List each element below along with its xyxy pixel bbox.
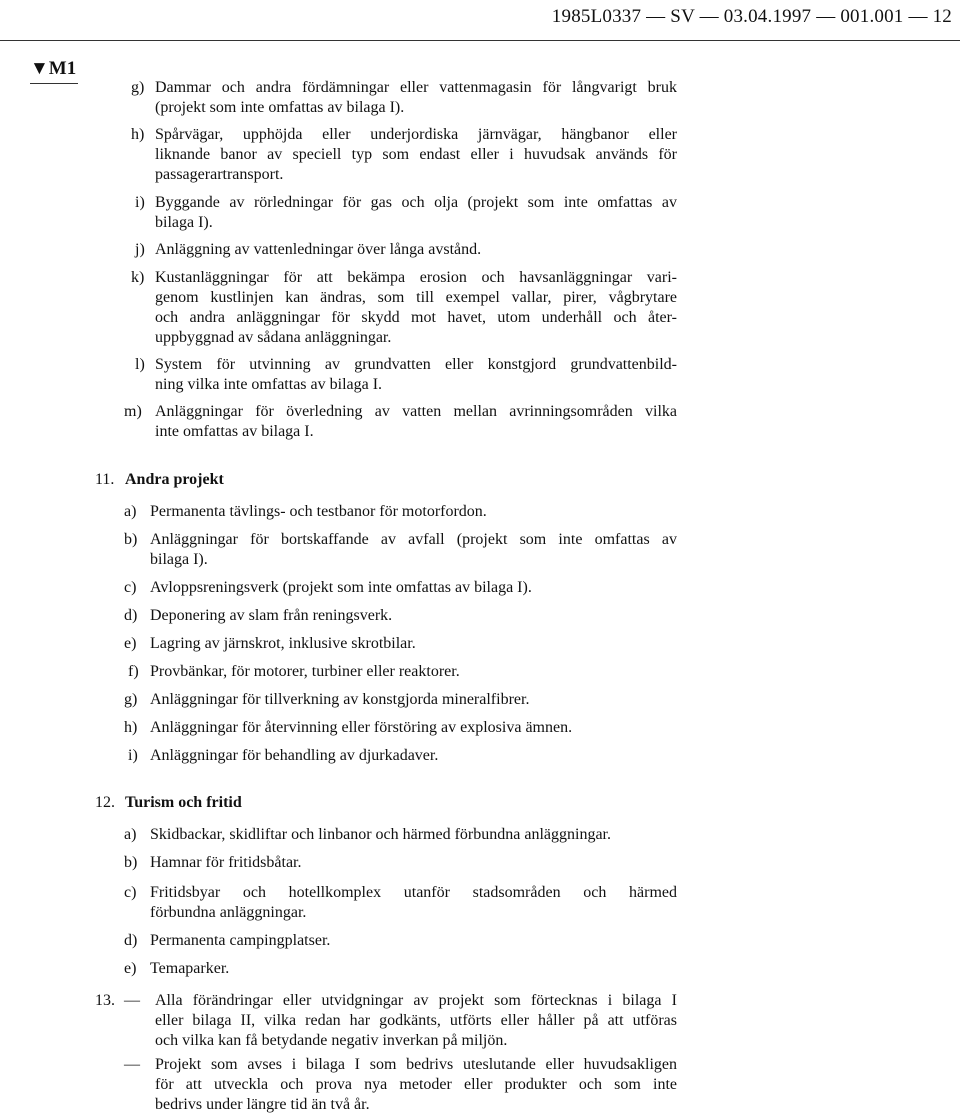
item-label: b) xyxy=(124,854,138,871)
item-text-line: Anläggning av vattenledningar över långa avstånd. xyxy=(155,241,482,258)
item-text-line: Hamnar för fritidsbåtar. xyxy=(150,854,302,871)
item-text-line: och andra anläggningar för skydd mot havet, utom underhåll och åter- xyxy=(155,309,677,326)
item-text-line: bilaga I). xyxy=(150,551,208,568)
marker-underline xyxy=(30,83,78,84)
item-label: l) xyxy=(135,356,145,373)
section-heading: Turism och fritid xyxy=(125,794,242,811)
item-label: h) xyxy=(131,126,145,143)
item-label: i) xyxy=(135,194,145,211)
item-text-line: bedrivs under längre tid än två år. xyxy=(155,1096,370,1113)
item-text-line: Temaparker. xyxy=(150,960,230,977)
item-label: g) xyxy=(124,691,138,708)
item-text-line: Anläggningar för behandling av djurkadaver. xyxy=(150,747,439,764)
section-number: 13. xyxy=(95,992,115,1009)
item-text-line: Lagring av järnskrot, inklusive skrotbilar. xyxy=(150,635,416,652)
item-text-line: Anläggningar för bortskaffande av avfall (projekt som inte omfattas av xyxy=(150,531,677,548)
item-text-line: Permanenta campingplatser. xyxy=(150,932,331,949)
header-rule xyxy=(0,40,960,41)
item-label: d) xyxy=(124,932,138,949)
item-text-line: Anläggningar för överledning av vatten mellan avrinningsområden vilka xyxy=(155,403,677,420)
em-dash: — xyxy=(124,1056,140,1073)
item-text-line: inte omfattas av bilaga I. xyxy=(155,423,314,440)
item-text-line: Byggande av rörledningar för gas och olja (projekt som inte omfattas av xyxy=(155,194,677,211)
item-label: h) xyxy=(124,719,138,736)
item-text-line: Deponering av slam från reningsverk. xyxy=(150,607,393,624)
item-text-line: och vilka kan få betydande negativ inverkan på miljön. xyxy=(155,1032,508,1049)
item-text-line: System för utvinning av grundvatten eller konstgjord grundvattenbild- xyxy=(155,356,677,373)
item-label: j) xyxy=(135,241,145,258)
item-text-line: Projekt som avses i bilaga I som bedrivs uteslutande eller huvudsakligen xyxy=(155,1056,677,1073)
item-text-line: liknande banor av speciell typ som endast eller i huvudsak används för xyxy=(155,146,677,163)
item-label: i) xyxy=(128,747,138,764)
item-text-line: förbundna anläggningar. xyxy=(150,904,307,921)
em-dash: — xyxy=(124,992,140,1009)
item-label: m) xyxy=(124,403,142,420)
item-label: e) xyxy=(124,635,137,652)
item-text-line: Spårvägar, upphöjda eller underjordiska järnvägar, hängbanor eller xyxy=(155,126,677,143)
item-text-line: ning vilka inte omfattas av bilaga I. xyxy=(155,376,383,393)
item-label: f) xyxy=(128,663,139,680)
item-text-line: eller bilaga II, vilka redan har godkänts, utförts eller håller på att utföras xyxy=(155,1012,677,1029)
item-text-line: Fritidsbyar och hotellkomplex utanför stadsområden och härmed xyxy=(150,884,677,901)
item-text-line: Anläggningar för återvinning eller förstöring av explosiva ämnen. xyxy=(150,719,573,736)
item-text-line: Permanenta tävlings- och testbanor för motorfordon. xyxy=(150,503,487,520)
amendment-marker: ▼M1 xyxy=(30,58,77,79)
item-text-line: uppbyggnad av sådana anläggningar. xyxy=(155,329,392,346)
section-heading: Andra projekt xyxy=(125,471,224,488)
item-label: c) xyxy=(124,579,137,596)
item-text-line: Alla förändringar eller utvidgningar av projekt som förtecknas i bilaga I xyxy=(155,992,677,1009)
item-text-line: genom kustlinjen kan ändras, som till exempel vallar, pirer, vågbrytare xyxy=(155,289,677,306)
item-text-line: Skidbackar, skidliftar och linbanor och härmed förbundna anläggningar. xyxy=(150,826,611,843)
item-label: b) xyxy=(124,531,138,548)
item-label: k) xyxy=(131,269,145,286)
page-header: 1985L0337 — SV — 03.04.1997 — 001.001 — 12 xyxy=(551,6,952,27)
item-text-line: (projekt som inte omfattas av bilaga I). xyxy=(155,99,405,116)
item-label: g) xyxy=(131,79,145,96)
item-label: c) xyxy=(124,884,137,901)
item-label: a) xyxy=(124,826,137,843)
item-label: a) xyxy=(124,503,137,520)
item-text-line: Avloppsreningsverk (projekt som inte omfattas av bilaga I). xyxy=(150,579,532,596)
section-number: 12. xyxy=(95,794,115,811)
item-text-line: för att utveckla och prova nya metoder eller produkter och som inte xyxy=(155,1076,677,1093)
item-text-line: Kustanläggningar för att bekämpa erosion och havsanläggningar vari- xyxy=(155,269,677,286)
item-label: e) xyxy=(124,960,137,977)
item-text-line: bilaga I). xyxy=(155,214,213,231)
section-number: 11. xyxy=(95,471,115,488)
item-text-line: Provbänkar, för motorer, turbiner eller reaktorer. xyxy=(150,663,460,680)
item-text-line: Anläggningar för tillverkning av konstgjorda mineralfibrer. xyxy=(150,691,530,708)
item-text-line: Dammar och andra fördämningar eller vattenmagasin för långvarigt bruk xyxy=(155,79,677,96)
item-text-line: passagerartransport. xyxy=(155,166,284,183)
item-label: d) xyxy=(124,607,138,624)
